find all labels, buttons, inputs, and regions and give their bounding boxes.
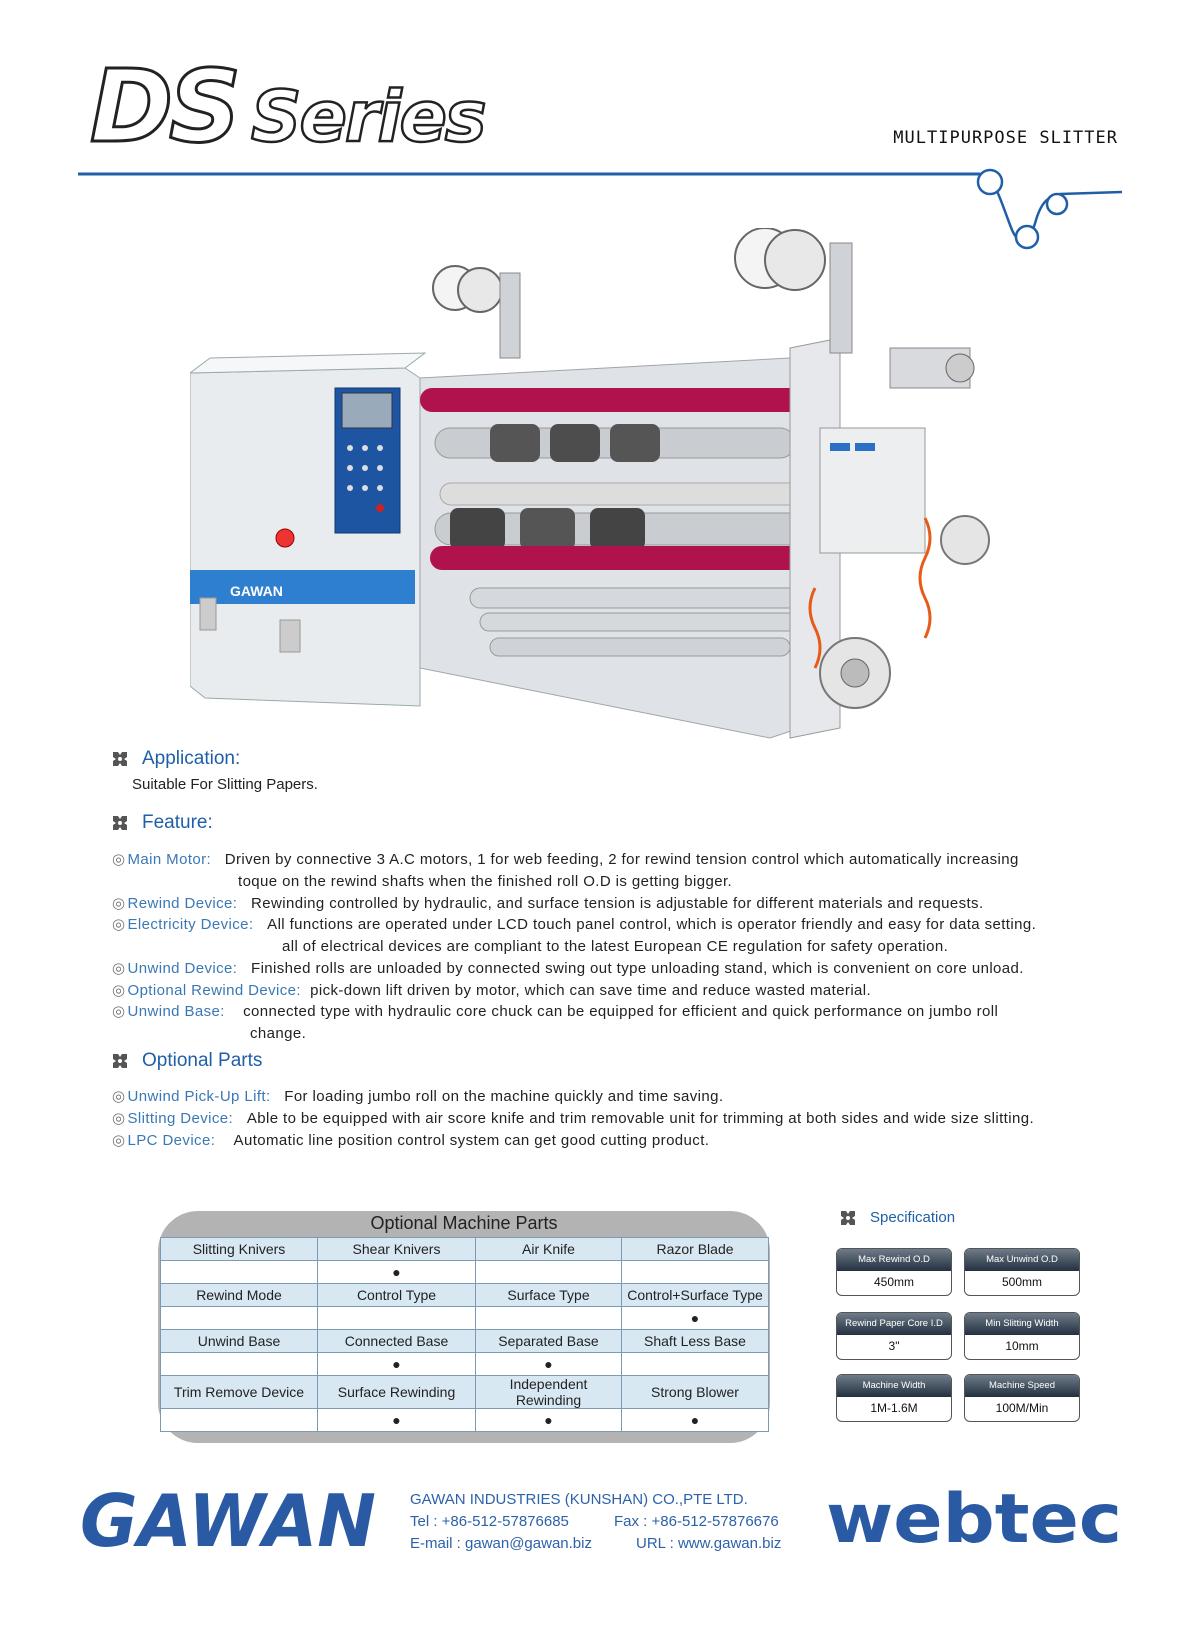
company-name: GAWAN INDUSTRIES (KUNSHAN) CO.,PTE LTD. xyxy=(410,1491,748,1508)
feature-label: Main Motor: xyxy=(127,851,212,868)
page-subtitle: MULTIPURPOSE SLITTER xyxy=(893,128,1118,148)
table-mark-row xyxy=(161,1261,769,1284)
feature-text: Rewinding controlled by hydraulic, and surface tension is adjustable for different materials and requests. xyxy=(251,895,984,912)
optional-label: LPC Device: xyxy=(127,1132,216,1149)
webtec-logo xyxy=(826,1484,1126,1554)
table-cell: Unwind Base xyxy=(161,1330,318,1353)
optional-parts-heading xyxy=(112,1050,262,1072)
optional-label: Unwind Pick-Up Lift: xyxy=(127,1088,271,1105)
svg-text:GAWAN: GAWAN xyxy=(230,583,283,599)
feature-heading xyxy=(112,812,213,834)
mark-cell: ● xyxy=(318,1353,476,1376)
mark-cell xyxy=(161,1307,318,1330)
table-cell: Rewind Mode xyxy=(161,1284,318,1307)
circle-bullet-icon: ◎ xyxy=(112,1110,126,1127)
mark-cell xyxy=(161,1353,318,1376)
company-info xyxy=(410,1489,781,1555)
table-cell: Connected Base xyxy=(318,1330,476,1353)
optional-text: Automatic line position control system can get good cutting product. xyxy=(233,1132,710,1149)
spec-value: 10mm xyxy=(1005,1339,1039,1353)
table-cell: Shaft Less Base xyxy=(622,1330,769,1353)
feature-label: Unwind Device: xyxy=(127,960,238,977)
section-bullet-icon xyxy=(112,751,128,767)
gawan-logo xyxy=(80,1478,380,1558)
feature-text: Finished rolls are unloaded by connected swing out type unloading stand, which is convenient on core unload. xyxy=(251,960,1024,977)
section-bullet-icon xyxy=(840,1210,856,1226)
feature-item-electricity-device xyxy=(112,914,1036,958)
circle-bullet-icon: ◎ xyxy=(112,982,126,999)
specification-heading-text: Specification xyxy=(870,1209,956,1226)
mark-cell: ● xyxy=(318,1409,476,1432)
feature-item-unwind-device xyxy=(112,958,1024,980)
spec-label: Max Rewind O.D xyxy=(837,1249,951,1271)
feature-label: Rewind Device: xyxy=(127,895,238,912)
feature-label: Optional Rewind Device: xyxy=(127,982,301,999)
table-cell: Razor Blade xyxy=(622,1238,769,1261)
page-title xyxy=(90,48,485,165)
circle-bullet-icon: ◎ xyxy=(112,851,126,868)
table-title: Optional Machine Parts xyxy=(370,1213,558,1233)
feature-item-unwind-base xyxy=(112,1001,998,1045)
optional-text: Able to be equipped with air score knife and trim removable unit for trimming at both sides and wide size slitting. xyxy=(246,1110,1035,1127)
company-fax: Fax : +86-512-57876676 xyxy=(614,1513,779,1530)
spec-value: 500mm xyxy=(1001,1275,1042,1289)
table-mark-row xyxy=(161,1307,769,1330)
table-cell: Separated Base xyxy=(476,1330,622,1353)
mark-cell xyxy=(622,1261,769,1284)
svg-text:GAWAN: GAWAN xyxy=(80,1479,376,1558)
spec-card-rewind-core xyxy=(836,1312,952,1360)
circle-bullet-icon: ◎ xyxy=(112,1132,126,1149)
mark-cell xyxy=(476,1261,622,1284)
mark-cell xyxy=(476,1307,622,1330)
spec-label: Max Unwind O.D xyxy=(965,1249,1079,1271)
feature-text: connected type with hydraulic core chuck can be equipped for efficient and quick performance on jumbo roll xyxy=(243,1003,999,1020)
table-cell: Shear Knivers xyxy=(318,1238,476,1261)
feature-text: Driven by connective 3 A.C motors, 1 for web feeding, 2 for rewind tension control which automatically increasing xyxy=(224,851,1019,868)
feature-continuation: all of electrical devices are compliant to the latest European CE regulation for safety operation. xyxy=(282,938,949,955)
optional-item-unwind-pickup xyxy=(112,1086,723,1108)
spec-label: Machine Speed xyxy=(965,1375,1079,1397)
circle-bullet-icon: ◎ xyxy=(112,916,126,933)
spec-card-max-unwind xyxy=(964,1248,1080,1296)
spec-card-machine-width xyxy=(836,1374,952,1422)
feature-continuation: toque on the rewind shafts when the finished roll O.D is getting bigger. xyxy=(238,873,733,890)
table-cell: Control Type xyxy=(318,1284,476,1307)
table-mark-row xyxy=(161,1353,769,1376)
company-tel: Tel : +86-512-57876685 xyxy=(410,1513,569,1530)
feature-text: pick-down lift driven by motor, which can save time and reduce wasted material. xyxy=(310,982,872,999)
spec-card-max-rewind xyxy=(836,1248,952,1296)
optional-item-slitting-device xyxy=(112,1108,1034,1130)
spec-value: 450mm xyxy=(873,1275,914,1289)
application-heading-text: Application: xyxy=(142,748,241,769)
contact-row-2 xyxy=(410,1533,781,1555)
spec-card-machine-speed xyxy=(964,1374,1080,1422)
spec-label: Rewind Paper Core I.D xyxy=(837,1313,951,1335)
table-mark-row xyxy=(161,1409,769,1432)
feature-heading-text: Feature: xyxy=(142,812,213,833)
table-cell: Control+Surface Type xyxy=(622,1284,769,1307)
machine-parts-table xyxy=(160,1237,769,1432)
company-email: E-mail : gawan@gawan.biz xyxy=(410,1535,592,1552)
table-cell: Strong Blower xyxy=(622,1376,769,1409)
table-cell: Surface Rewinding xyxy=(318,1376,476,1409)
table-header-row xyxy=(161,1284,769,1307)
optional-parts-heading-text: Optional Parts xyxy=(142,1050,263,1071)
feature-continuation: change. xyxy=(250,1025,307,1042)
optional-text: For loading jumbo roll on the machine quickly and time saving. xyxy=(284,1088,724,1105)
circle-bullet-icon: ◎ xyxy=(112,1088,126,1105)
optional-label: Slitting Device: xyxy=(127,1110,234,1127)
mark-cell: ● xyxy=(622,1307,769,1330)
table-header-row xyxy=(161,1238,769,1261)
spec-label: Machine Width xyxy=(837,1375,951,1397)
circle-bullet-icon: ◎ xyxy=(112,960,126,977)
circle-bullet-icon: ◎ xyxy=(112,895,126,912)
title-ds: DS xyxy=(90,48,238,165)
feature-label: Unwind Base: xyxy=(127,1003,225,1020)
feature-label: Electricity Device: xyxy=(127,916,254,933)
table-cell: Independent Rewinding xyxy=(476,1376,622,1409)
feature-item-optional-rewind-device xyxy=(112,980,871,1002)
table-cell: Air Knife xyxy=(476,1238,622,1261)
feature-item-rewind-device xyxy=(112,893,984,915)
title-series: Series xyxy=(251,76,485,158)
table-cell: Trim Remove Device xyxy=(161,1376,318,1409)
circle-bullet-icon: ◎ xyxy=(112,1003,126,1020)
feature-text: All functions are operated under LCD touch panel control, which is operator friendly and easy for data setting. xyxy=(267,916,1037,933)
contact-row-1 xyxy=(410,1511,781,1533)
table-header-row xyxy=(161,1376,769,1409)
mark-cell xyxy=(318,1307,476,1330)
mark-cell: ● xyxy=(622,1409,769,1432)
specification-heading xyxy=(840,1209,955,1226)
spec-value: 100M/Min xyxy=(995,1401,1049,1415)
table-header-row xyxy=(161,1330,769,1353)
optional-item-lpc-device xyxy=(112,1130,709,1152)
section-bullet-icon xyxy=(112,1053,128,1069)
mark-cell xyxy=(161,1261,318,1284)
spec-value: 1M-1.6M xyxy=(870,1401,918,1415)
svg-text:webtec: webtec xyxy=(826,1484,1122,1554)
mark-cell: ● xyxy=(318,1261,476,1284)
company-url: URL : www.gawan.biz xyxy=(636,1535,782,1552)
application-text: Suitable For Slitting Papers. xyxy=(132,776,318,793)
feature-item-main-motor xyxy=(112,849,1019,893)
optional-machine-parts-panel xyxy=(158,1211,770,1443)
mark-cell: ● xyxy=(476,1353,622,1376)
table-cell: Slitting Knivers xyxy=(161,1238,318,1261)
spec-card-min-slitting xyxy=(964,1312,1080,1360)
mark-cell xyxy=(622,1353,769,1376)
spec-label: Min Slitting Width xyxy=(965,1313,1079,1335)
table-cell: Surface Type xyxy=(476,1284,622,1307)
section-bullet-icon xyxy=(112,815,128,831)
mark-cell: ● xyxy=(476,1409,622,1432)
machine-image xyxy=(190,228,1020,768)
mark-cell xyxy=(161,1409,318,1432)
application-heading xyxy=(112,748,240,770)
spec-value: 3" xyxy=(888,1339,900,1353)
